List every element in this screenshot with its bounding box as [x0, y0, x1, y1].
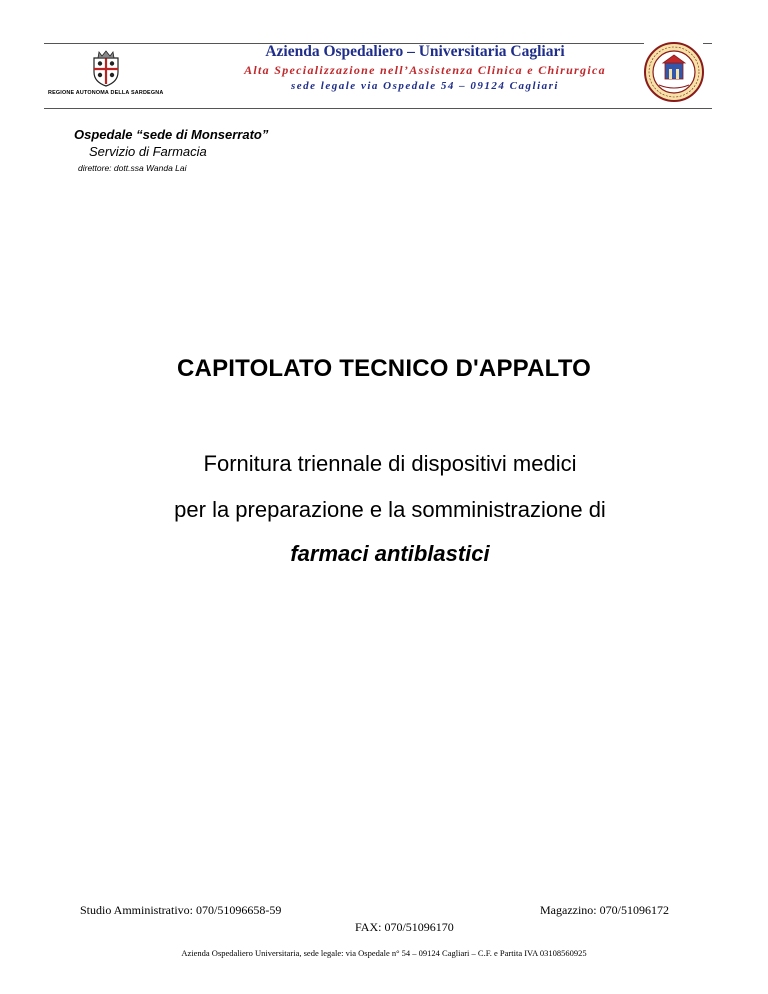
sardinia-region-logo [48, 50, 176, 98]
footer-admin-phone: Studio Amministrativo: 070/51096658-59 [80, 903, 282, 917]
director-name: direttore: dott.ssa Wanda Lai [78, 163, 187, 173]
logo-caption: REGIONE AUTONOMA DELLA SARDEGNA [48, 90, 164, 96]
document-subject-line-3: farmaci antiblastici [290, 541, 490, 566]
document-title: CAPITOLATO TECNICO D'APPALTO [177, 355, 591, 382]
footer-warehouse-phone: Magazzino: 070/51096172 [540, 903, 669, 917]
university-seal-icon [643, 41, 705, 103]
hospital-name: Ospedale “sede di Monserrato” [74, 127, 269, 142]
document-subject-line-2: per la preparazione e la somministrazione di [174, 497, 606, 522]
service-name: Servizio di Farmacia [89, 144, 207, 159]
footer-fax: FAX: 070/51096170 [355, 920, 454, 934]
institution-subtitle: Alta Specializzazione nell’Assistenza Clinica e Chirurgica [244, 63, 606, 77]
institution-address: sede legale via Ospedale 54 – 09124 Cagliari [291, 80, 559, 92]
institution-title: Azienda Ospedaliero – Universitaria Cagliari [265, 43, 565, 60]
header-rule-bottom [44, 108, 712, 109]
sardinia-coat-of-arms-icon [88, 50, 124, 88]
document-subject-line-1: Fornitura triennale di dispositivi medici [203, 451, 577, 476]
footer-legal-info: Azienda Ospedaliero Universitaria, sede legale: via Ospedale n° 54 – 09124 Cagliari – C.F. e Partita IVA 03108560925 [181, 948, 587, 958]
